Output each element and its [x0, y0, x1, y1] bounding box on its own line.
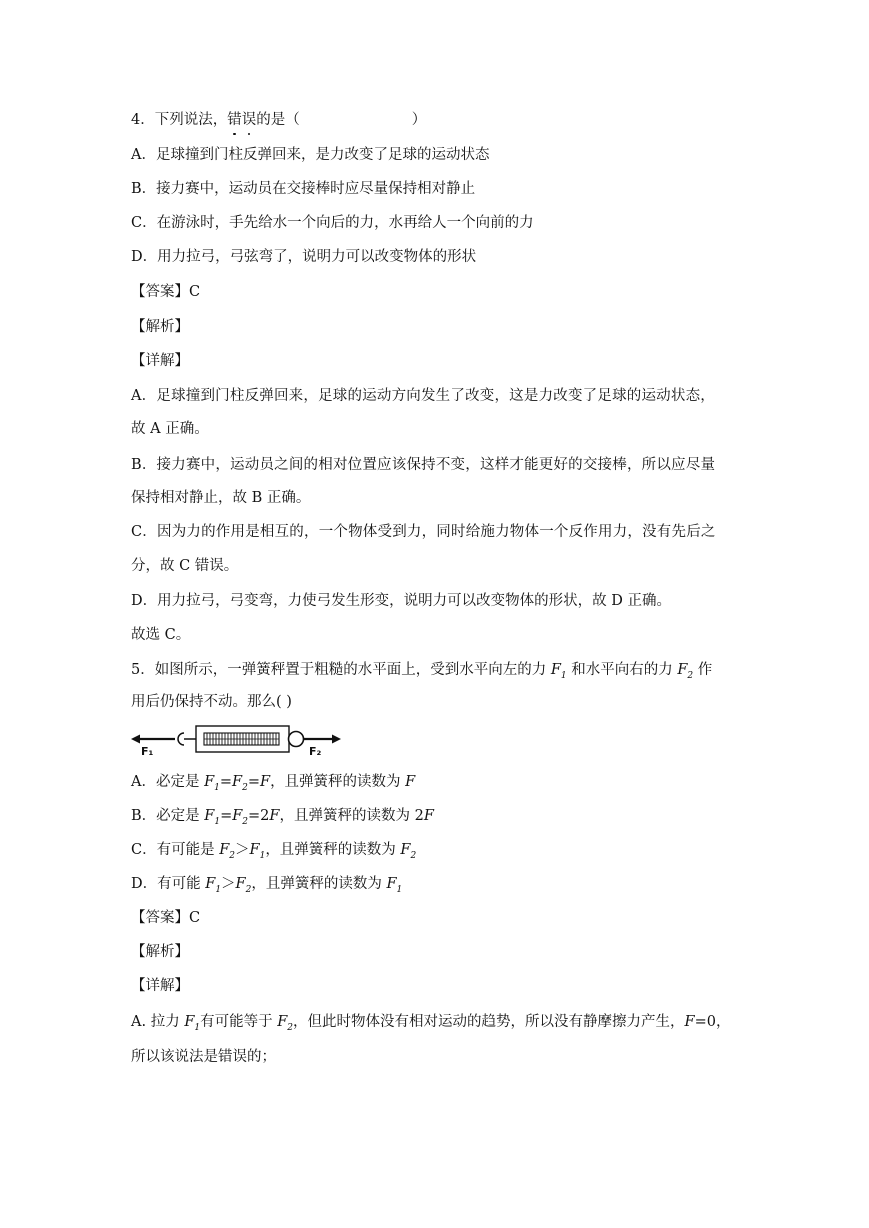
q4-detail-heading: 【详解】	[131, 353, 189, 369]
q4-option-b: B．接力赛中，运动员在交接棒时应尽量保持相对静止	[131, 181, 476, 197]
q4-stem: 4．下列说法，错误的是（ ）	[131, 112, 427, 128]
q5-explanation-a-line1: A. 拉力 $F_1$有可能等于 $F_2$，但此时物体没有相对运动的趋势，所以没有静摩擦力产生，F=0，	[131, 1014, 731, 1033]
q5-option-c: C．有可能是 $F_2>F_1$，且弹簧秤的读数为 $F_2$	[131, 842, 417, 861]
q4-choice: 故选 C。	[131, 627, 191, 643]
q4-explanation-c-line2: 分，故 C 错误。	[131, 558, 239, 574]
q4-option-d: D．用力拉弓，弓弦弯了，说明力可以改变物体的形状	[131, 249, 477, 265]
q4-option-c: C．在游泳时，手先给水一个向后的力，水再给人一个向前的力	[131, 215, 534, 231]
q5-answer: 【答案】C	[131, 910, 201, 926]
q5-detail-heading: 【详解】	[131, 978, 189, 994]
q4-analysis-heading: 【解析】	[131, 319, 189, 335]
emphasis-char: 误	[241, 112, 257, 128]
q5-stem-line2: 用后仍保持不动。那么( )	[131, 694, 292, 710]
q4-explanation-a-line1: A．足球撞到门柱反弹回来，足球的运动方向发生了改变，这是力改变了足球的运动状态，	[131, 388, 715, 404]
q4-explanation-d: D．用力拉弓，弓变弯，力使弓发生形变，说明力可以改变物体的形状，故 D 正确。	[131, 593, 671, 609]
emphasis-char: 错	[227, 112, 242, 128]
q5-stem-line1: 5．如图所示，一弹簧秤置于粗糙的水平面上，受到水平向左的力 $F_1$ 和水平向右的力 $F_2$ 作	[131, 662, 713, 681]
spring-scale-figure	[131, 722, 341, 756]
q4-explanation-b-line1: B．接力赛中，运动员之间的相对位置应该保持不变，这样才能更好的交接棒，所以应尽量	[131, 457, 716, 473]
figure-label-f1: F₁	[141, 745, 154, 756]
figure-label-f2: F₂	[309, 745, 322, 756]
q4-explanation-c-line1: C．因为力的作用是相互的，一个物体受到力，同时给施力物体一个反作用力，没有先后之	[131, 524, 716, 540]
q4-option-a: A．足球撞到门柱反弹回来，是力改变了足球的运动状态	[131, 147, 490, 163]
q4-answer: 【答案】C	[131, 284, 201, 300]
q4-explanation-a-line2: 故 A 正确。	[131, 421, 209, 437]
q5-explanation-a-line2: 所以该说法是错误的；	[131, 1049, 276, 1065]
q5-option-a: A．必定是 $F_1=F_2=F$，且弹簧秤的读数为 F	[131, 774, 416, 793]
q5-option-b: B．必定是 $F_1=F_2=2F$，且弹簧秤的读数为 2F	[131, 808, 434, 827]
q5-option-d: D．有可能 $F_1>F_2$，且弹簧秤的读数为 $F_1$	[131, 876, 403, 895]
q4-explanation-b-line2: 保持相对静止，故 B 正确。	[131, 490, 311, 506]
q5-analysis-heading: 【解析】	[131, 944, 189, 960]
